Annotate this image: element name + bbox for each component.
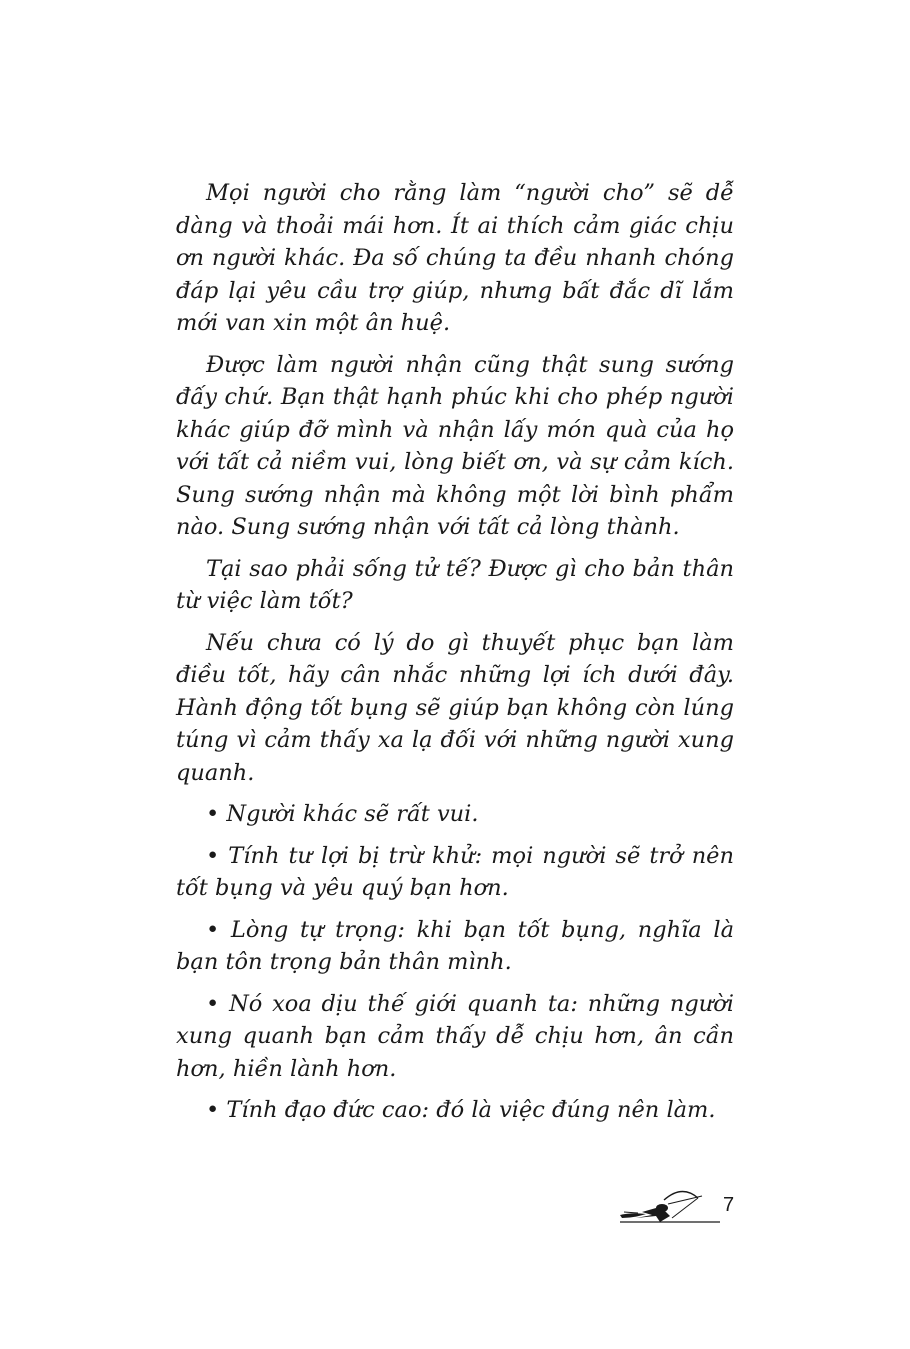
page-number: 7 xyxy=(723,1194,735,1216)
bullet-item-4: • Nó xoa dịu thế giới quanh ta: những người xung quanh bạn cảm thấy dễ chịu hơn, ân cần hơn, hiền lành hơn. xyxy=(176,990,734,1082)
bullet-item-2: • Tính tư lợi bị trừ khử: mọi người sẽ trở nên tốt bụng và yêu quý bạn hơn. xyxy=(176,842,734,901)
archer-icon xyxy=(612,1182,722,1230)
bullet-item-5: • Tính đạo đức cao: đó là việc đúng nên làm. xyxy=(206,1097,716,1123)
body-text xyxy=(176,177,734,1136)
paragraph-3: Tại sao phải sống tử tế? Được gì cho bản thân từ việc làm tốt? xyxy=(176,555,734,614)
paragraph-4: Nếu chưa có lý do gì thuyết phục bạn làm điều tốt, hãy cân nhắc những lợi ích dưới đây. Hành động tốt bụng sẽ giúp bạn không còn lúng túng vì cảm thấy xa lạ đối với những người xung quanh. xyxy=(176,629,734,786)
bullet-item-3: • Lòng tự trọng: khi bạn tốt bụng, nghĩa là bạn tôn trọng bản thân mình. xyxy=(176,916,734,975)
page-footer xyxy=(612,1182,742,1230)
bullet-item-1: • Người khác sẽ rất vui. xyxy=(206,801,479,827)
paragraph-1: Mọi người cho rằng làm “người cho” sẽ dễ dàng và thoải mái hơn. Ít ai thích cảm giác chịu ơn người khác. Đa số chúng ta đều nhanh chóng đáp lại yêu cầu trợ giúp, nhưng bất đắc dĩ lắm mới van xin một ân huệ. xyxy=(176,180,734,336)
paragraph-2: Được làm người nhận cũng thật sung sướng đấy chứ. Bạn thật hạnh phúc khi cho phép người khác giúp đỡ mình và nhận lấy món quà của họ với tất cả niềm vui, lòng biết ơn, và sự cảm kích. Sung sướng nhận mà không một lời bình phẩm nào. Sung sướng nhận với tất cả lòng thành. xyxy=(176,351,734,540)
